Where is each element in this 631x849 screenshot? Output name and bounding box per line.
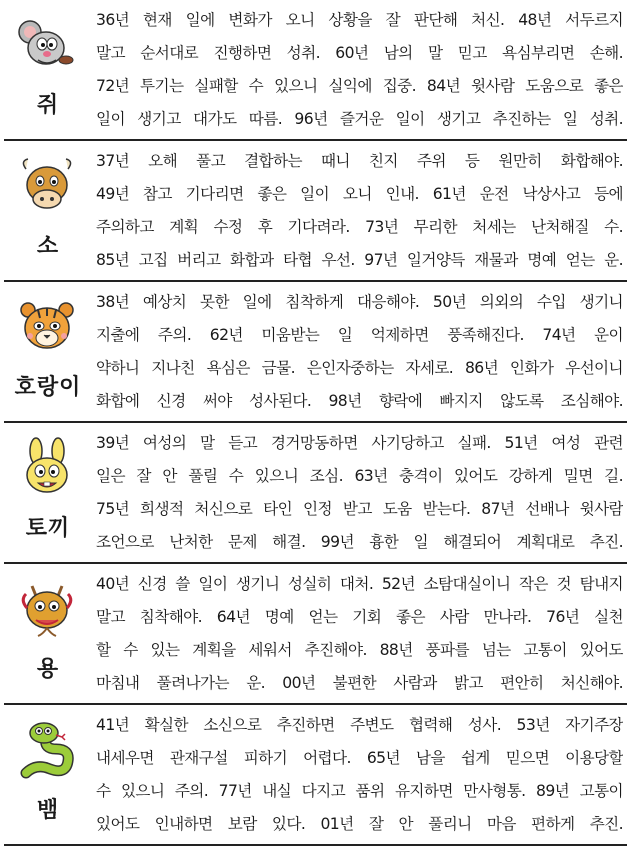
fortune-line: 약하니 지나친 욕심은 금물. 은인자중하는 자세로. 86년 인화가 우선이니 bbox=[96, 359, 623, 377]
fortune-line: 41년 확실한 소신으로 추진하면 주변도 협력해 성사. 53년 자기주장 bbox=[96, 716, 623, 734]
fortune-line: 72년 투기는 실패할 수 있으니 실익에 집중. 84년 윗사람 도움으로 좋은 bbox=[96, 77, 623, 95]
rabbit-icon bbox=[16, 437, 78, 499]
animal-name: 호랑이 bbox=[14, 375, 82, 400]
fortune-line: 마침내 풀려나가는 운. 00년 불편한 사람과 밝고 편안히 처신해야. bbox=[96, 674, 623, 692]
fortune-line: 40년 신경 쓸 일이 생기니 성실히 대처. 52년 소탐대실이니 작은 것 탐내지 bbox=[96, 575, 623, 593]
fortune-line: 36년 현재 일에 변화가 오니 상황을 잘 판단해 처신. 48년 서두르지 bbox=[96, 11, 623, 29]
animal-name: 토끼 bbox=[25, 516, 71, 541]
horoscope-row-rabbit bbox=[4, 423, 627, 564]
fortune-text bbox=[96, 145, 623, 279]
fortune-line: 수 있으니 주의. 77년 내실 다지고 품위 유지하면 만사형통. 89년 고통이 bbox=[96, 782, 623, 800]
fortune-line: 있어도 인내하면 보람 있다. 01년 잘 안 풀리니 마음 편하게 추진. bbox=[96, 815, 623, 833]
fortune-line: 39년 여성의 말 듣고 경거망동하면 사기당하고 실패. 51년 여성 관련 bbox=[96, 434, 623, 452]
ox-icon bbox=[16, 155, 78, 217]
animal-cell bbox=[4, 282, 92, 423]
fortune-text bbox=[96, 709, 623, 843]
animal-cell bbox=[4, 141, 92, 282]
fortune-line: 주의하고 계획 수정 후 기다려라. 73년 무리한 처세는 난처해질 수. bbox=[96, 218, 623, 236]
fortune-line: 일이 생기고 대가도 따름. 96년 즐거운 일이 생기고 추진하는 일 성취. bbox=[96, 110, 623, 128]
fortune-text bbox=[96, 568, 623, 702]
fortune-line: 49년 참고 기다리면 좋은 일이 오니 인내. 61년 운전 낙상사고 등에 bbox=[96, 185, 623, 203]
tiger-icon bbox=[16, 296, 78, 358]
fortune-line: 85년 고집 버리고 화합과 타협 우선. 97년 일거양득 재물과 명예 얻는 운. bbox=[96, 251, 623, 269]
rat-icon bbox=[16, 14, 78, 76]
animal-cell bbox=[4, 0, 92, 141]
fortune-line: 내세우면 관재구설 피하기 어렵다. 65년 남을 쉽게 믿으면 이용당할 bbox=[96, 749, 623, 767]
animal-name: 용 bbox=[36, 657, 60, 682]
fortune-line: 일은 잘 안 풀릴 수 있으니 조심. 63년 충격이 있어도 강하게 밀면 길. bbox=[96, 467, 623, 485]
fortune-line: 75년 희생적 처신으로 타인 인정 받고 도움 받는다. 87년 선배나 윗사람 bbox=[96, 500, 623, 518]
fortune-line: 지출에 주의. 62년 미움받는 일 억제하면 풍족해진다. 74년 운이 bbox=[96, 326, 623, 344]
animal-name: 뱀 bbox=[36, 798, 60, 823]
horoscope-row-snake bbox=[4, 705, 627, 846]
horoscope-row-ox bbox=[4, 141, 627, 282]
animal-cell bbox=[4, 564, 92, 705]
fortune-line: 38년 예상치 못한 일에 침착하게 대응해야. 50년 의외의 수입 생기니 bbox=[96, 293, 623, 311]
row-divider bbox=[4, 844, 627, 846]
fortune-text bbox=[96, 286, 623, 420]
fortune-text bbox=[96, 4, 623, 138]
fortune-line: 37년 오해 풀고 결합하는 때니 친지 주위 등 원만히 화합해야. bbox=[96, 152, 623, 170]
animal-cell bbox=[4, 705, 92, 846]
horoscope-row-dragon bbox=[4, 564, 627, 705]
fortune-line: 조언으로 난처한 문제 해결. 99년 흉한 일 해결되어 계획대로 추진. bbox=[96, 533, 623, 551]
dragon-icon bbox=[16, 578, 78, 640]
fortune-line: 말고 침착해야. 64년 명예 얻는 기회 좋은 사람 만나라. 76년 실천 bbox=[96, 608, 623, 626]
fortune-line: 화합에 신경 써야 성사된다. 98년 향락에 빠지지 않도록 조심해야. bbox=[96, 392, 623, 410]
horoscope-row-rat bbox=[4, 0, 627, 141]
animal-name: 쥐 bbox=[36, 93, 60, 118]
animal-name: 소 bbox=[36, 234, 60, 259]
fortune-text bbox=[96, 427, 623, 561]
animal-cell bbox=[4, 423, 92, 564]
snake-icon bbox=[16, 719, 78, 781]
fortune-line: 할 수 있는 계획을 세워서 추진해야. 88년 풍파를 넘는 고통이 있어도 bbox=[96, 641, 623, 659]
fortune-line: 말고 순서대로 진행하면 성취. 60년 남의 말 믿고 욕심부리면 손해. bbox=[96, 44, 623, 62]
horoscope-row-tiger bbox=[4, 282, 627, 423]
